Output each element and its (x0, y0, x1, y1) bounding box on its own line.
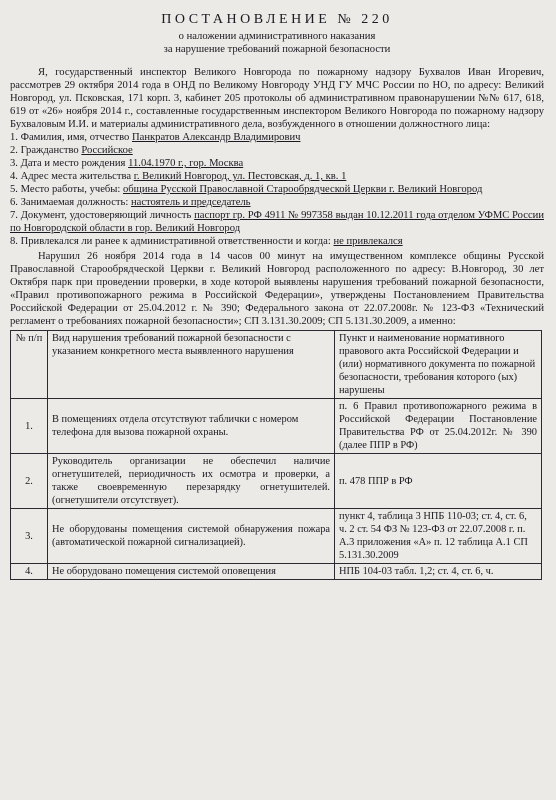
header-ref: Пункт и наименование нормативного правового акта Российской Федерации и (или) нормативного документа по пожарной безопасности, требования которого (ых) нарушены (335, 331, 542, 399)
field-value: Панкратов Александр Владимирович (132, 132, 301, 143)
row-num: 2. (11, 454, 48, 509)
field-label: 1. Фамилия, имя, отчество (10, 132, 132, 143)
table-row (11, 564, 542, 580)
field-label: 8. Привлекался ли ранее к административной ответственности и когда: (10, 236, 334, 247)
document-subtitle-line-2: за нарушение требований пожарной безопасности (163, 44, 391, 55)
table-row (11, 454, 542, 509)
field-id-document (10, 209, 544, 235)
table-header-row (11, 331, 542, 399)
row-desc: В помещениях отдела отсутствуют таблички с номером телефона для вызова пожарной охраны. (48, 399, 335, 454)
person-fields (10, 131, 544, 248)
row-ref: пункт 4, таблица 3 НПБ 110-03; ст. 4, ст. 6, ч. 2 ст. 54 ФЗ № 123-ФЗ от 22.07.2008 г. п. А.3 приложения «А» п. 12 таблица А.1 СП 5.131.30.2009 (335, 509, 542, 564)
violation-paragraph: Нарушил 26 ноября 2014 года в 14 часов 00 минут на имущественном комплексе общины Русской Православной Старообрядческой Церкви г. Великий Новгород расположенного по адресу: В.Новгород, 30 лет Октября парк при проведении проверки, в ходе которой выявлены нарушения требований пожарной безопасности, «Правил противопожарного режима в Российской Федерации», утверждены Постановлением Правительства Российской Федерации от 25.04.2012 г. № 390; Федерального закона от 22.07.2008г. № 123-ФЗ «Технический регламент о требованиях пожарной безопасности»; СП 3.131.30.2009; СП 5.131.30.2009, а именно: (10, 251, 544, 327)
row-desc: Руководитель организации не обеспечил наличие огнетушителей, периодичность их осмотра и проверки, а также своевременную перезарядку огнетушителей. (огнетушители отсутствует). (48, 454, 335, 509)
document-subtitle-line-1: о наложении административного наказания (178, 31, 376, 42)
field-value: не привлекался (333, 236, 403, 247)
field-value: община Русской Православной Старообрядческой Церкви г. Великий Новгород (123, 184, 483, 195)
document-title: ПОСТАНОВЛЕНИЕ № 220 (161, 12, 393, 27)
field-label: 5. Место работы, учебы: (10, 184, 123, 195)
row-num: 4. (11, 564, 48, 580)
field-prior-liability (10, 235, 544, 248)
field-label: 4. Адрес места жительства (10, 171, 134, 182)
field-workplace (10, 183, 544, 196)
field-full-name (10, 131, 544, 144)
row-num: 1. (11, 399, 48, 454)
header-desc: Вид нарушения требований пожарной безопасности с указанием конкретного места выявленного нарушения (48, 331, 335, 399)
field-citizenship (10, 144, 544, 157)
header-num: № п/п (11, 331, 48, 399)
field-birth (10, 157, 544, 170)
field-value: паспорт гр. РФ 4911 № 997358 выдан 10.12.2011 года отделом УФМС России по Новгородской области в гор. Великий Новгород (10, 210, 544, 234)
intro-paragraph: Я, государственный инспектор Великого Новгорода по пожарному надзору Бухвалов Иван Игоревич, рассмотрев 29 октября 2014 года в ОНД по Великому Новгороду УНД ГУ МЧС России по НО, по адресу: Великий Новгород, ул. Псковская, 171 корп. 3, кабинет 205 протоколы об административном правонарушении №№ 617, 618, 619 от «26» ноября 2014 г., составленные государственным инспектором Великого Новгорода по пожарному надзору Бухваловым И.И. и материалы административного дела, возбужденного в отношении должностного лица: (10, 67, 544, 130)
field-value: 11.04.1970 г., гор. Москва (128, 158, 244, 169)
field-value: настоятель и председатель (130, 197, 251, 208)
table-row (11, 509, 542, 564)
field-address (10, 170, 544, 183)
row-ref: НПБ 104-03 табл. 1,2; ст. 4, ст. 6, ч. (335, 564, 542, 580)
field-value: г. Великий Новгород, ул. Пестовская, д. 1, кв. 1 (133, 171, 347, 182)
table-row (11, 399, 542, 454)
row-num: 3. (11, 509, 48, 564)
field-label: 6. Занимаемая должность: (10, 197, 131, 208)
row-ref: п. 478 ППР в РФ (335, 454, 542, 509)
field-value: Российское (81, 145, 133, 156)
field-label: 7. Документ, удостоверяющий личность (10, 210, 195, 221)
field-label: 2. Гражданство (10, 145, 82, 156)
violations-table (10, 330, 542, 580)
row-ref: п. 6 Правил противопожарного режима в Российской Федерации Постановление Правительства РФ от 25.04.2012г. № 390 (далее ППР в РФ) (335, 399, 542, 454)
field-label: 3. Дата и место рождения (10, 158, 129, 169)
row-desc: Не оборудовано помещения системой оповещения (48, 564, 335, 580)
field-position (10, 196, 544, 209)
row-desc: Не оборудованы помещения системой обнаружения пожара (автоматической пожарной сигнализацией). (48, 509, 335, 564)
